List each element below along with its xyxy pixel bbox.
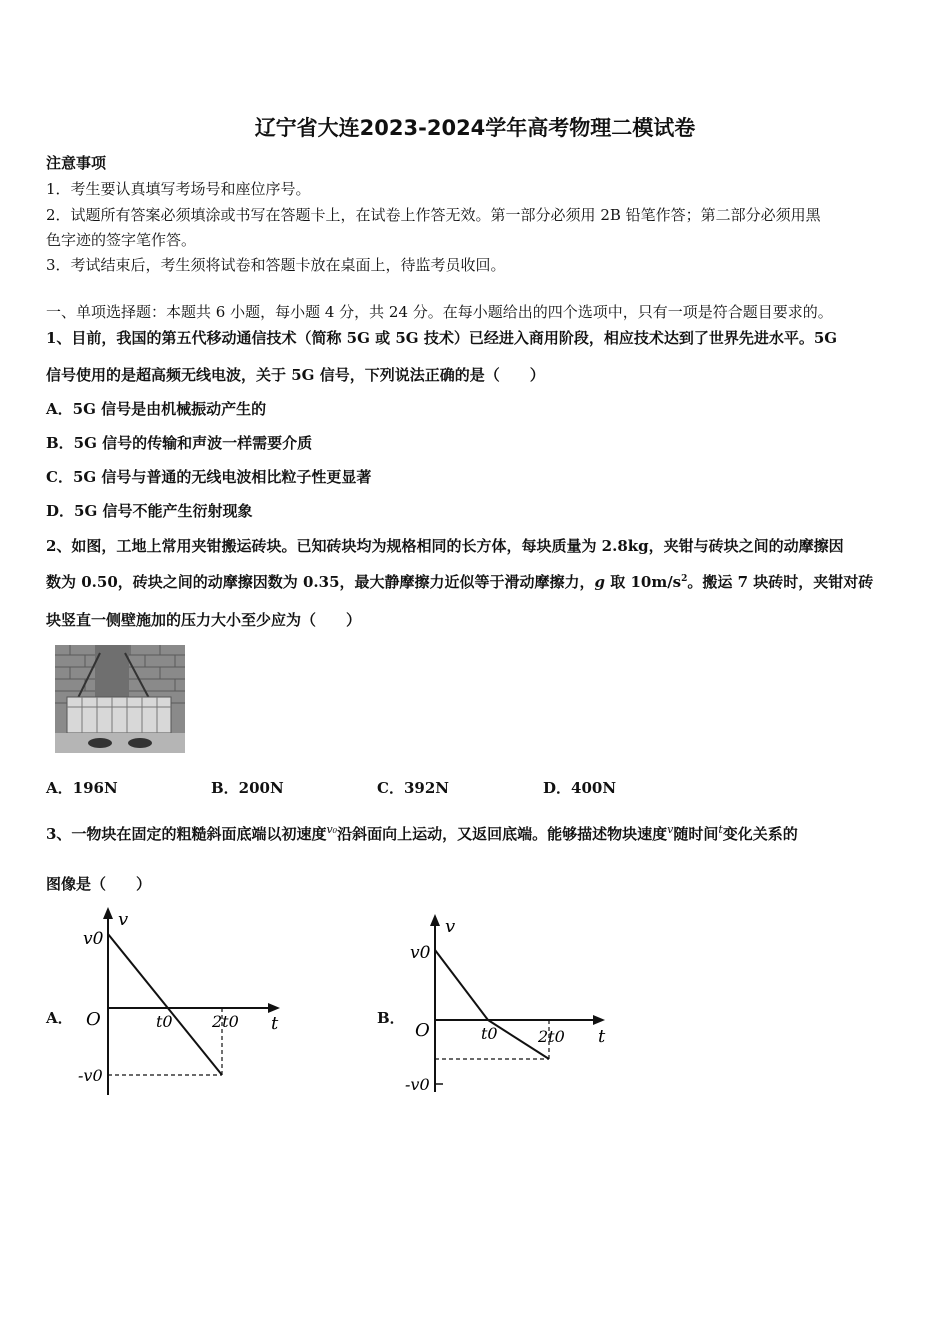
graph-b-origin-label: O [415, 1020, 430, 1041]
notice-heading: 注意事项 [46, 154, 107, 172]
graph-b [405, 912, 620, 1102]
question-1-option-c: C．5G 信号与普通的无线电波相比粒子性更显著 [46, 468, 372, 486]
graph-b-v-label: v [445, 916, 456, 937]
graph-a-t0-label: t0 [156, 1012, 173, 1031]
graph-a-v-arrow [103, 907, 113, 919]
graph-a-neg-v0-label: -v0 [78, 1066, 103, 1085]
graph-a-origin-label: O [86, 1009, 101, 1030]
notice-item: 色字迹的签字笔作答。 [46, 231, 197, 249]
graph-a-v-label: v [118, 909, 129, 930]
section-heading: 一、单项选择题：本题共 6 小题，每小题 4 分，共 24 分。在每小题给出的四个选项中，只有一项是符合题目要求的。 [46, 303, 833, 321]
question-2-stem: 2、如图，工地上常用夹钳搬运砖块。已知砖块均为规格相同的长方体，每块质量为 2.8kg，夹钳与砖块之间的动摩擦因 [46, 537, 844, 555]
graph-a-velocity-line [108, 934, 222, 1075]
graph-a-label: A． [46, 1009, 73, 1027]
graph-b-t-arrow [593, 1015, 605, 1025]
page-title: 辽宁省大连2023-2024学年高考物理二模试卷 [254, 116, 696, 140]
question-1-stem: 1、目前，我国的第五代移动通信技术（简称 5G 或 5G 技术）已经进入商用阶段，相应技术达到了世界先进水平。5G [46, 329, 838, 347]
question-1-stem: 信号使用的是超高频无线电波，关于 5G 信号，下列说法正确的是（ ） [46, 366, 545, 384]
graph-b-rise-line [435, 950, 488, 1020]
graph-a-t-label: t [271, 1013, 279, 1034]
brick-clamp-photo [55, 645, 185, 753]
notice-item: 3．考试结束后，考生须将试卷和答题卡放在桌面上，待监考员收回。 [46, 256, 506, 274]
question-1-option-d: D．5G 信号不能产生衍射现象 [46, 502, 253, 520]
question-1-option-b: B．5G 信号的传输和声波一样需要介质 [46, 434, 313, 452]
graph-b-t0-label: t0 [481, 1024, 498, 1043]
graph-b-v0-label: v0 [410, 943, 431, 963]
question-2-stem: 数为 0.50，砖块之间的动摩擦因数为 0.35，最大静摩擦力近似等于滑动摩擦力，g 取 $10m/s^2$。搬运 7 块砖时，夹钳对砖 [46, 573, 874, 591]
question-2-option-c: C．392N [377, 779, 449, 797]
graph-b-label: B． [377, 1009, 405, 1027]
question-1-option-a: A．5G 信号是由机械振动产生的 [46, 400, 267, 418]
graph-b-neg-v0-label: -v0 [405, 1075, 430, 1094]
graph-b-t-label: t [598, 1026, 606, 1047]
notice-item: 1．考生要认真填写考场号和座位序号。 [46, 180, 311, 198]
question-3-stem: 图像是（ ） [46, 875, 152, 893]
question-2-option-d: D．400N [543, 779, 617, 797]
graph-a-v0-label: v0 [83, 929, 104, 949]
question-2-stem: 块竖直一侧壁施加的压力大小至少应为（ ） [46, 611, 362, 629]
graph-a [78, 905, 298, 1110]
graph-a-2t0-label: 2t0 [212, 1012, 239, 1031]
notice-item: 2．试题所有答案必须填涂或书写在答题卡上，在试卷上作答无效。第一部分必须用 2B 铅笔作答；第二部分必须用黑 [46, 206, 821, 224]
question-2-option-b: B．200N [211, 779, 284, 797]
graph-b-v-arrow [430, 914, 440, 926]
graph-b-2t0-label: 2t0 [538, 1027, 565, 1046]
question-2-option-a: A．196N [46, 779, 118, 797]
question-3-stem: 3、一物块在固定的粗糙斜面底端以初速度$^{v_0}$沿斜面向上运动，又返回底端。能够描述物块速度$^v$随时间$^t$变化关系的 [46, 823, 798, 843]
graph-a-t-arrow [268, 1003, 280, 1013]
